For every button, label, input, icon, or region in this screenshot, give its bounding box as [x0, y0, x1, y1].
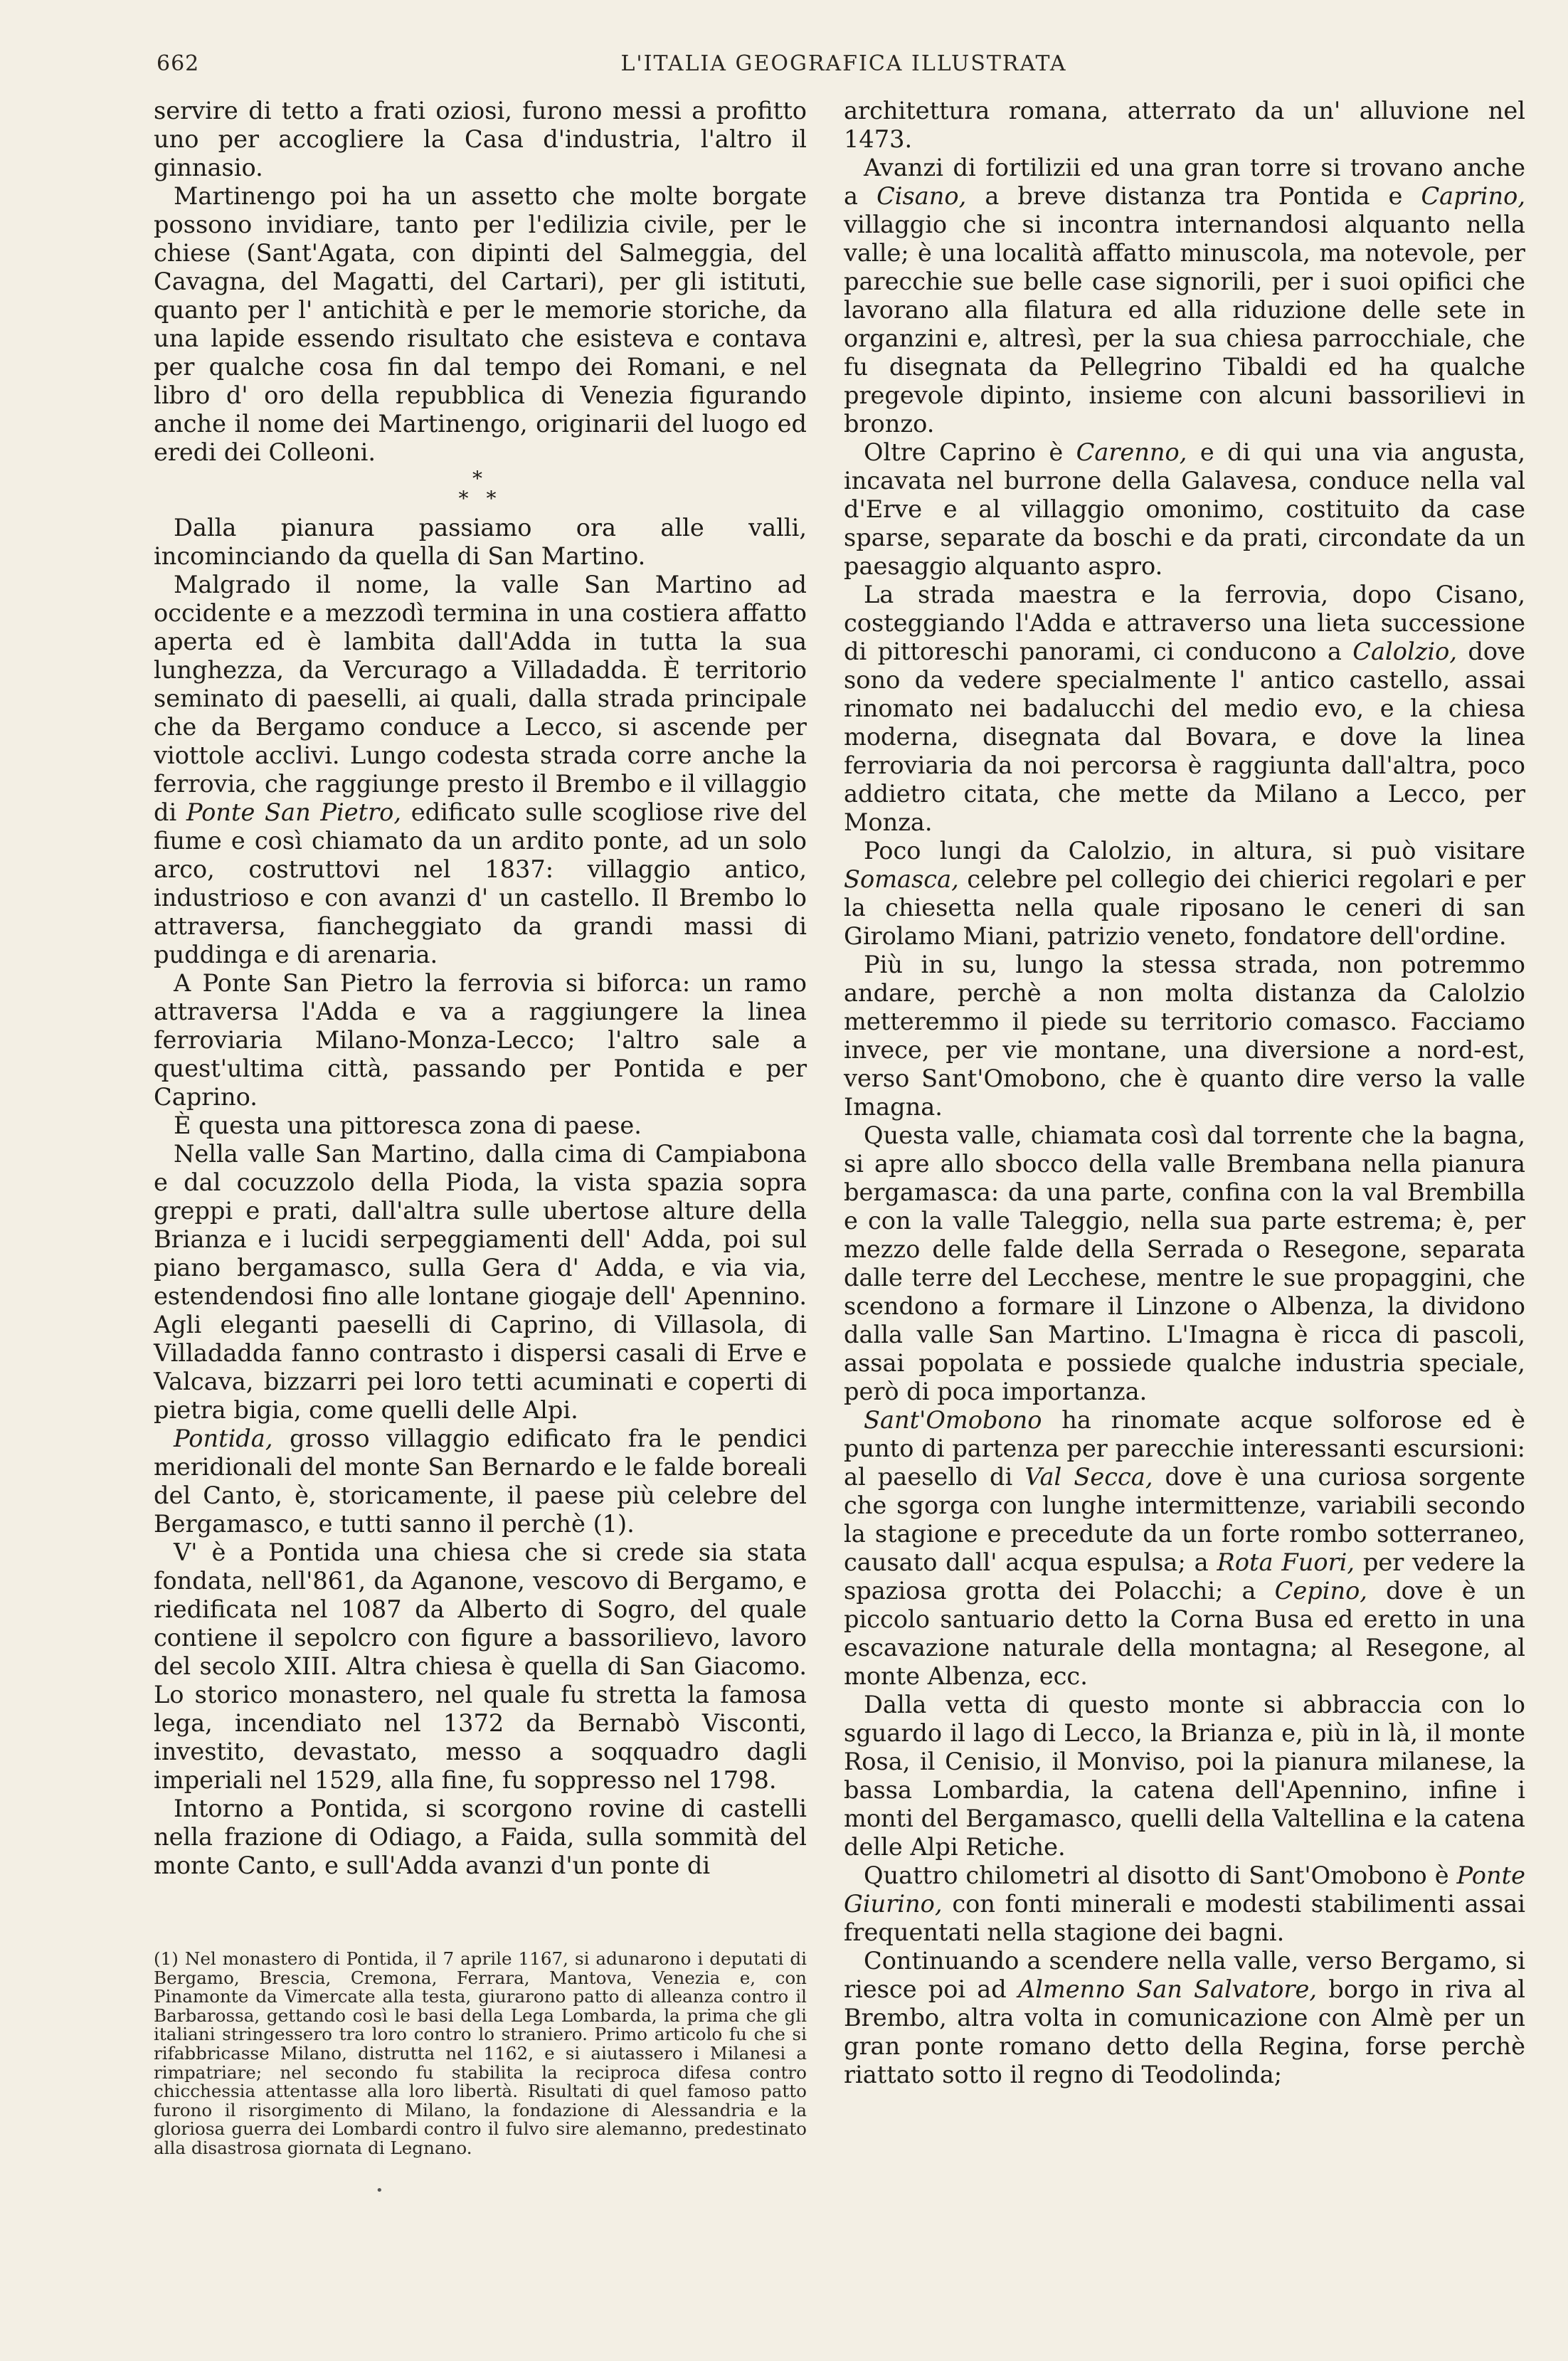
text-run: Continuando a scendere nella valle, verso Bergamo, si riesce poi ad — [844, 1947, 1525, 2003]
separator-star: * — [472, 467, 488, 490]
text-run: Oltre Caprino è — [864, 438, 1076, 466]
left-column — [154, 97, 807, 1880]
place-name: Calolzio, — [1352, 638, 1458, 665]
text-run: con fonti minerali e modesti stabilimenti assai frequentati nella stagione dei bagni. — [844, 1890, 1525, 1946]
text-run: e di qui una via angusta, incavata nel burrone della Galavesa, conduce nella val d'Erve e al villaggio omonimo, costituito da case sparse, separate da boschi e da prati, circondate da un paesaggio alquanto aspro. — [844, 438, 1525, 580]
text-run: borgo in riva al Brembo, altra volta in comunicazione con Almè per un gran ponte romano detto della Regina, forse perchè riattato sotto il regno di Teodolinda; — [844, 1975, 1525, 2088]
place-name: Somasca, — [844, 865, 959, 893]
section-separator — [154, 467, 807, 514]
page-header — [157, 51, 1531, 85]
text-run: dove è un piccolo santuario detto la Corna Busa ed eretto in una escavazione naturale della montagna; al Resegone, al monte Albenza, ecc. — [844, 1577, 1525, 1690]
text-run: grosso villaggio edificato fra le pendici meridionali del monte San Bernardo e le falde boreali del Canto, è, storicamente, il paese più celebre del Bergamasco, e tutti sanno il perchè (1). — [154, 1425, 807, 1538]
paragraph — [154, 1425, 807, 1538]
paragraph — [154, 571, 807, 969]
running-title: L'ITALIA GEOGRAFICA ILLUSTRATA — [620, 51, 1067, 76]
paragraph — [844, 1861, 1525, 1947]
paragraph: Dalla pianura passiamo ora alle valli, incominciando da quella di San Martino. — [154, 514, 807, 570]
text-run: per vedere la spaziosa grotta dei Polacchi; a — [844, 1548, 1525, 1605]
place-name: Sant'Omobono — [864, 1406, 1042, 1434]
place-name: Cepino, — [1274, 1577, 1367, 1605]
paragraph — [844, 1406, 1525, 1691]
text-run: Malgrado il nome, la valle San Martino ad occidente e a mezzodì termina in una costiera affatto aperta ed è lambita dall'Adda in tutta la sua lunghezza, da Vercurago a Villadadda. È territorio seminato di paeselli, ai quali, dalla strada principale che da Bergamo conduce a Lecco, si ascende per viottole acclivi. Lungo codesta strada corre anche la ferrovia, che raggiunge presto il Brembo e il villaggio di — [154, 571, 807, 826]
place-name: Carenno, — [1076, 438, 1187, 466]
paragraph — [844, 1947, 1525, 2089]
text-run: dove è una curiosa sorgente che sgorga con lunghe intermittenze, variabili secondo la stagione e precedute da un forte rombo sotterraneo, causato dall' acqua espulsa; a — [844, 1463, 1525, 1576]
paragraph — [844, 154, 1525, 438]
paragraph: Questa valle, chiamata così dal torrente che la bagna, si apre allo sbocco della valle Brembana nella pianura bergamasca: da una parte, confina con la val Brembilla e con la valle Taleggio, nella sua parte estrema; è, per mezzo delle falde della Serrada o Resegone, separata dalle terre del Lecchese, mentre le sue propaggini, che scendono a formare il Linzone o Albenza, la dividono dalla valle San Martino. L'Imagna è ricca di pascoli, assai popolata e possiede qualche industria speciale, però di poca importanza. — [844, 1121, 1525, 1405]
paragraph: Più in su, lungo la stessa strada, non potremmo andare, perchè a non molta distanza da Calolzio metteremmo il piede su territorio comasco. Facciamo invece, per vie montane, una diversione a nord-est, verso Sant'Omobono, che è quanto dire verso la valle Imagna. — [844, 951, 1525, 1121]
text-run: La strada maestra e la ferrovia, dopo Cisano, costeggiando l'Adda e attraverso una lieta successione di pittoreschi panorami, ci conducono a — [844, 581, 1525, 665]
paragraph: Martinengo poi ha un assetto che molte borgate possono invidiare, tanto per l'edilizia civile, per le chiese (Sant'Agata, con dipinti del Salmeggia, del Cavagna, del Magatti, del Cartari), per gli istituti, quanto per l' antichità e per le memorie storiche, da una lapide essendo risultato che esisteva e contava per qualche cosa fin dal tempo dei Romani, e nel libro d' oro della repubblica di Venezia figurando anche il nome dei Martinengo, originarii del luogo ed eredi dei Colleoni. — [154, 182, 807, 466]
text-run: celebre pel collegio dei chierici regolari e per la chiesetta nella quale riposano le ceneri di san Girolamo Miani, patrizio veneto, fondatore dell'ordine. — [844, 865, 1525, 950]
place-name: Val Secca, — [1024, 1463, 1153, 1491]
footnote-text: (1) Nel monastero di Pontida, il 7 aprile 1167, si adunarono i deputati di Bergamo, Brescia, Cremona, Ferrara, Mantova, Venezia e, con Pinamonte da Vimercate alla testa, giurarono patto di alleanza contro il Barbarossa, gettando così le basi della Lega Lombarda, la prima che gli italiani stringessero tra loro contro lo straniero. Primo articolo fu che si rifabbricasse Milano, distrutta nel 1162, e si aiutassero i Milanesi a rimpatriare; nel secondo fu stabilita la reciproca difesa contro chicchessia attentasse alla loro libertà. Risultati di quel famoso patto furono il risorgimento di Milano, la fondazione di Alessandria e la gloriosa guerra dei Lombardi contro il fulvo sire alemanno, predestinato alla disastrosa giornata di Legnano. — [154, 1948, 807, 2158]
text-run: villaggio che si incontra internandosi alquanto nella valle; è una località affatto minuscola, ma notevole, per parecchie sue belle case signorili, per i suoi opifici che lavorano alla filatura ed alla riduzione delle sete in organzini e, altresì, per la sua chiesa parrocchiale, che fu disegnata da Pellegrino Tibaldi ed ha qualche pregevole dipinto, insieme con alcuni bassorilievi in bronzo. — [844, 211, 1525, 438]
paragraph: Nella valle San Martino, dalla cima di Campiabona e dal cocuzzolo della Pioda, la vista spazia sopra greppi e prati, dall'altra sulle ubertose alture della Brianza e i lucidi serpeggiamenti dell' Adda, poi sul piano bergamasco, sulla Gera d' Adda, e via via, estendendosi fino alle lontane giogaje dell' Apennino. Agli eleganti paeselli di Caprino, di Villasola, di Villadadda fanno contrasto i dispersi casali di Erve e Valcava, bizzarri pei loro tetti acuminati e coperti di pietra bigia, come quelli delle Alpi. — [154, 1140, 807, 1424]
text-run: dove sono da vedere specialmente l' antico castello, assai rinomato nei badalucchi del medio evo, e la chiesa moderna, disegnata dal Bovara, e dove la linea ferroviaria da noi percorsa è raggiunta dall'altra, poco addietro citata, che mette da Milano a Lecco, per Monza. — [844, 638, 1525, 836]
right-column — [844, 97, 1525, 2089]
paragraph: servire di tetto a frati oziosi, furono messi a profitto uno per accogliere la Casa d'industria, l'altro il ginnasio. — [154, 97, 807, 181]
paragraph: Intorno a Pontida, si scorgono rovine di castelli nella frazione di Odiago, a Faida, sulla sommità del monte Canto, e sull'Adda avanzi d'un ponte di — [154, 1795, 807, 1879]
paragraph: È questa una pittoresca zona di paese. — [174, 1111, 642, 1139]
paragraph: Dalla vetta di questo monte si abbraccia con lo sguardo il lago di Lecco, la Brianza e, più in là, il monte Rosa, il Cenisio, il Monviso, poi la pianura milanese, la bassa Lombardia, la catena dell'Apennino, infine i monti del Bergamasco, quelli della Valtellina e la catena delle Alpi Retiche. — [844, 1691, 1525, 1861]
paragraph: architettura romana, atterrato da un' alluvione nel 1473. — [844, 97, 1525, 153]
bottom-mark: • — [376, 2183, 383, 2198]
place-name: Caprino, — [1421, 182, 1525, 210]
text-run: a breve distanza tra Pontida e — [966, 182, 1421, 210]
text-run: Avanzi di fortilizii ed una gran torre si trovano anche a — [844, 154, 1525, 210]
paragraph — [844, 438, 1525, 581]
place-name: Rota Fuori, — [1217, 1548, 1355, 1576]
place-name: Cisano, — [876, 182, 967, 210]
place-name: Ponte San Pietro, — [186, 798, 402, 826]
footnote — [154, 1950, 807, 2158]
paragraph: V' è a Pontida una chiesa che si crede sia stata fondata, nell'861, da Aganone, vescovo di Bergamo, e riedificata nel 1087 da Alberto di Sogro, del quale contiene il sepolcro con figure a bassorilievo, lavoro del secolo XIII. Altra chiesa è quella di San Giacomo. Lo storico monastero, nel quale fu stretta la famosa lega, incendiato nel 1372 da Bernabò Visconti, investito, devastato, messo a soqquadro dagli imperiali nel 1529, alla fine, fu soppresso nel 1798. — [154, 1538, 807, 1794]
text-run: Poco lungi da Calolzio, in altura, si può visitare — [864, 837, 1525, 865]
place-name: Pontida, — [174, 1425, 273, 1452]
place-name: Almenno San Salvatore, — [1017, 1975, 1318, 2003]
paragraph — [844, 837, 1525, 951]
paragraph: A Ponte San Pietro la ferrovia si biforca: un ramo attraversa l'Adda e va a raggiungere la linea ferroviaria Milano-Monza-Lecco; l'altro sale a quest'ultima città, passando per Pontida e per Caprino. — [154, 969, 807, 1111]
page-number: 662 — [157, 51, 200, 76]
text-run: Quattro chilometri al disotto di Sant'Omobono è — [864, 1861, 1457, 1889]
text-run: edificato sulle scogliose rive del fiume e così chiamato da un ardito ponte, ad un solo arco, costruttovi nel 1837: villaggio antico, industrioso e con avanzi d' un castello. Il Brembo lo attraversa, fiancheggiato da grandi massi di puddinga e di arenaria. — [154, 798, 807, 968]
text-run: ha rinomate acque solforose ed è punto di partenza per parecchie interessanti escursioni: al paesello di — [844, 1406, 1525, 1491]
place-name: Ponte Giurino, — [844, 1861, 1525, 1918]
paragraph — [844, 581, 1525, 837]
separator-stars: * * — [458, 487, 502, 510]
